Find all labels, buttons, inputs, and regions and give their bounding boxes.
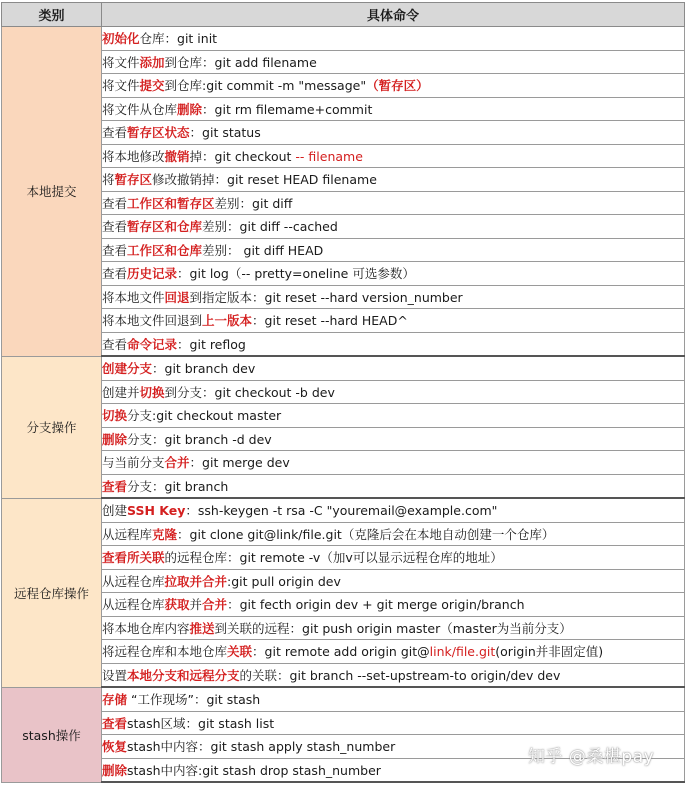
command-text: ：git reflog [177,336,246,352]
command-text: 创建 [102,503,128,519]
command-cell [102,427,685,451]
command-cell [102,687,685,711]
highlight-text: 撤销 [164,148,190,164]
highlight-text: 切换 [139,384,165,400]
command-cell [102,616,685,640]
command-text: 查看 [102,219,128,235]
command-text: 将本地文件回退到 [102,313,203,329]
highlight-text: 初始化 [102,31,140,47]
command-cell [102,404,685,428]
command-text: 差别： git diff HEAD [202,242,324,258]
highlight-text: 克隆 [152,526,178,542]
table-row [2,285,685,309]
category-cell: stash操作 [2,687,102,782]
table-row [2,404,685,428]
command-text: ：git reset --hard HEAD^ [252,313,408,329]
highlight-text: 推送 [189,620,215,636]
highlight-text: 创建分支 [102,361,153,377]
table-row [2,616,685,640]
highlight-text: -- filename [295,148,363,164]
table-row [2,238,685,262]
highlight-text: 存储 [102,692,128,708]
highlight-text: 删除 [177,101,203,117]
highlight-text: 本地分支和远程分支 [127,667,240,683]
highlight-text: （暂存区） [366,78,429,94]
command-text: stash区域：git stash list [127,715,275,731]
watermark: 知乎 @桑椹pay [528,747,655,767]
command-cell [102,191,685,215]
table-row [2,50,685,74]
command-text: 将文件从仓库 [102,101,178,117]
command-cell [102,474,685,498]
command-text: 从远程库 [102,526,153,542]
command-text: stash中内容:git stash drop stash_number [127,762,381,778]
table-row [2,262,685,286]
command-text: 差别：git diff [214,195,293,211]
highlight-text: 暂存区状态 [127,125,190,141]
command-text: 到仓库：git add filename [164,54,317,70]
command-cell [102,50,685,74]
command-text: 从远程仓库 [102,573,165,589]
highlight-text: SSH Key [127,503,186,519]
category-cell: 远程仓库操作 [2,498,102,687]
command-text: 到指定版本：git reset --hard version_number [189,289,463,305]
command-cell [102,121,685,145]
table-row [2,474,685,498]
command-text: (origin并非固定值) [495,644,604,660]
table-row [2,451,685,475]
command-text: 到关联的远程：git push origin master（master为当前分支） [214,620,572,636]
table-row [2,27,685,51]
table-row [2,97,685,121]
table-header-row [2,3,685,27]
command-text: 将文件 [102,78,140,94]
command-text: :git pull origin dev [227,573,341,589]
command-text: ：git rm filemame+commit [202,101,373,117]
table-row [2,546,685,570]
command-text: 仓库：git init [139,31,218,47]
command-text: 将远程仓库和本地仓库 [102,644,228,660]
command-cell [102,309,685,333]
command-text: ：git fecth origin dev + git merge origin/branch [227,597,525,613]
command-cell [102,569,685,593]
command-text: ：git clone git@link/file.git（克隆后会在本地自动创建一个仓库） [177,526,555,542]
table-row [2,215,685,239]
command-text: 将本地仓库内容 [102,620,190,636]
table-row [2,522,685,546]
command-cell [102,356,685,380]
highlight-text: link/file.git [429,644,496,660]
highlight-text: 回退 [164,289,190,305]
command-text: 到仓库:git commit -m "message" [164,78,367,94]
command-text: 与当前分支 [102,455,165,471]
table-row [2,687,685,711]
highlight-text: 命令记录 [127,336,178,352]
category-cell: 本地提交 [2,27,102,357]
command-text: 创建并 [102,384,140,400]
highlight-text: 拉取并合并 [164,573,228,589]
highlight-text: 暂存区 [114,172,153,188]
highlight-text: 查看 [102,478,128,494]
command-text: 将本地修改 [102,148,165,164]
command-text: 到分支：git checkout -b dev [164,384,335,400]
table-row [2,121,685,145]
highlight-text: 查看 [102,715,128,731]
table-row [2,380,685,404]
command-text: 分支：git branch -d dev [127,431,272,447]
command-text: “工作现场”：git stash [127,692,261,708]
command-text: 的远程仓库：git remote -v（加v可以显示远程仓库的地址） [164,550,503,566]
table-row [2,640,685,664]
command-cell [102,593,685,617]
command-text: 查看 [102,266,128,282]
command-cell [102,498,685,522]
category-cell: 分支操作 [2,356,102,498]
command-cell [102,238,685,262]
command-text: ：git branch dev [152,361,256,377]
command-text: 差别：git diff --cached [202,219,338,235]
command-cell [102,168,685,192]
command-text: 设置 [102,667,128,683]
command-cell [102,711,685,735]
highlight-text: 工作区和仓库 [127,242,203,258]
highlight-text: 切换 [102,408,128,424]
command-text: 分支:git checkout master [127,408,282,424]
command-cell [102,74,685,98]
command-text: 将 [102,172,115,188]
command-cell [102,663,685,687]
highlight-text: 删除 [102,431,128,447]
command-text: 并 [189,597,203,613]
highlight-text: 删除 [102,762,128,778]
table-body [2,27,685,783]
command-cell [102,380,685,404]
command-cell [102,27,685,51]
highlight-text: 恢复 [102,739,128,755]
command-text: ：git log（-- pretty=oneline 可选参数） [177,266,415,282]
highlight-text: 上一版本 [202,313,253,329]
command-text: 查看 [102,125,128,141]
command-text: 的关联：git branch --set-upstream-to origin/dev dev [239,667,561,683]
table-row [2,593,685,617]
highlight-text: 添加 [139,54,165,70]
table-row [2,498,685,522]
command-text: 将文件 [102,54,140,70]
table-row [2,74,685,98]
command-text: 从远程仓库 [102,597,165,613]
command-text: 查看 [102,195,128,211]
highlight-text: 查看所关联 [102,550,165,566]
table-row [2,144,685,168]
header-command: 具体命令 [102,3,685,27]
command-text: 分支：git branch [127,478,229,494]
highlight-text: 合并 [202,597,228,613]
table-row [2,168,685,192]
command-text: 掉：git checkout [189,148,296,164]
command-cell [102,97,685,121]
table-row [2,309,685,333]
command-cell [102,262,685,286]
command-cell [102,451,685,475]
command-cell [102,640,685,664]
highlight-text: 历史记录 [127,266,178,282]
command-cell [102,522,685,546]
command-cell [102,285,685,309]
command-text: 修改撤销掉：git reset HEAD filename [152,172,377,188]
command-text: ：git remote add origin git@ [252,644,430,660]
header-category: 类别 [2,3,102,27]
highlight-text: 获取 [164,597,190,613]
table-row [2,191,685,215]
command-text: ：git merge dev [189,455,290,471]
command-text: 查看 [102,242,128,258]
command-cell [102,332,685,356]
command-text: 查看 [102,336,128,352]
table-row [2,711,685,735]
table-row [2,427,685,451]
command-text: 将本地文件 [102,289,165,305]
table-row [2,356,685,380]
table-row [2,663,685,687]
highlight-text: 关联 [227,644,253,660]
command-text: ：ssh-keygen -t rsa -C "youremail@example.com" [185,503,498,519]
highlight-text: 工作区和暂存区 [127,195,215,211]
highlight-text: 暂存区和仓库 [127,219,203,235]
highlight-text: 合并 [164,455,190,471]
command-cell [102,546,685,570]
command-text: ：git status [189,125,261,141]
table-row [2,569,685,593]
command-cell [102,215,685,239]
table-row [2,332,685,356]
git-command-table [1,2,685,783]
command-cell [102,144,685,168]
highlight-text: 提交 [139,78,165,94]
command-text: stash中内容：git stash apply stash_number [127,739,396,755]
